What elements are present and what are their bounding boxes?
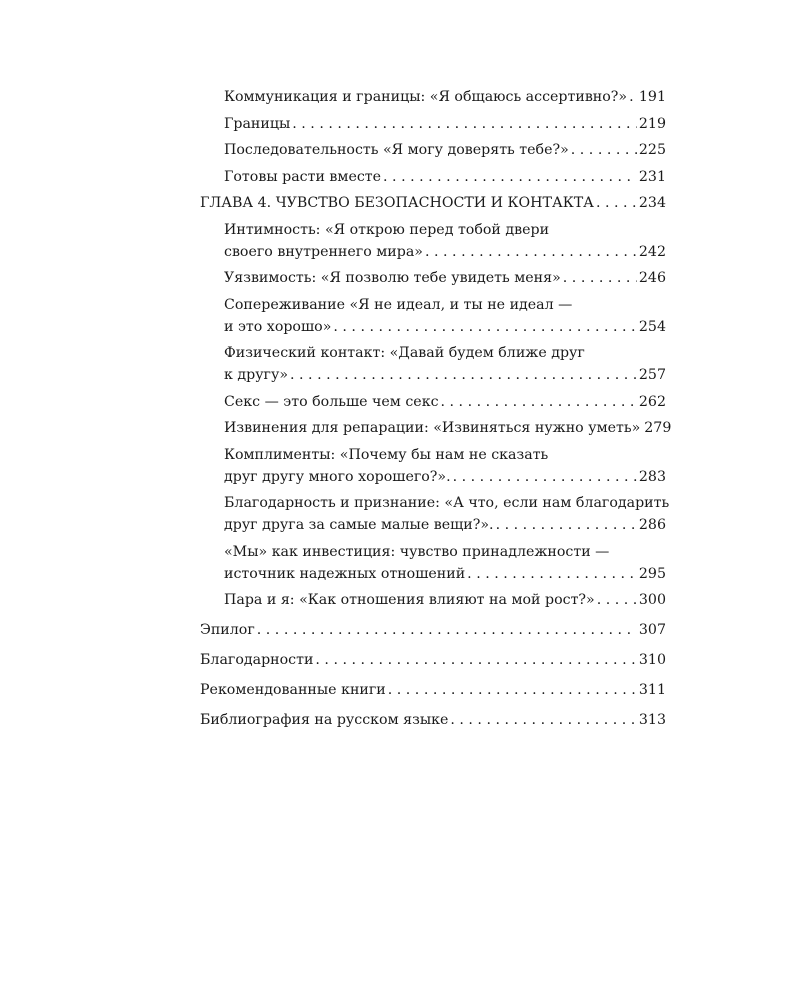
toc-page-number: 231 [638, 168, 666, 185]
toc-entry-title: Эпилог [200, 622, 255, 638]
toc-entry-title: Библиография на русском языке [200, 712, 449, 728]
toc-page-number: 234 [638, 195, 666, 211]
toc-entry[interactable] [200, 589, 666, 611]
toc-entry[interactable] [200, 417, 672, 439]
dot-leader [496, 514, 637, 536]
dot-leader [467, 563, 637, 585]
toc-entry-title-continued: источник надежных отношений [224, 565, 466, 582]
toc-entry[interactable] [200, 267, 666, 289]
dot-leader [333, 316, 637, 338]
toc-entry-title: ГЛАВА 4. ЧУВСТВО БЕЗОПАСНОСТИ И КОНТАКТА [200, 195, 594, 211]
dot-leader [292, 113, 637, 135]
toc-page-number: 310 [638, 652, 666, 668]
dot-leader [290, 364, 637, 386]
toc-page-number: 246 [638, 270, 666, 286]
toc-entry-title: Секс — это больше чем секс [224, 393, 439, 410]
toc-page-number: 295 [638, 565, 666, 582]
dot-leader [257, 619, 637, 641]
dot-leader [597, 589, 637, 611]
toc-entry-title-continued: к другу» [224, 367, 289, 383]
toc-entry[interactable] [200, 113, 666, 135]
toc-chapter-entry[interactable] [200, 192, 666, 214]
toc-entry-title: Физический контакт: «Давай будем ближе друг [224, 345, 585, 361]
dot-leader [571, 139, 637, 161]
toc-back-matter-entry[interactable] [200, 649, 666, 671]
toc-entry-title: Рекомендованные книги [200, 682, 386, 698]
toc-page-number: 254 [638, 318, 666, 335]
dot-leader [453, 466, 637, 488]
dot-leader [450, 709, 637, 731]
toc-page-number: 242 [638, 243, 666, 260]
toc-entry-title: Благодарности [200, 652, 314, 668]
dot-leader [596, 192, 637, 214]
toc-entry-title: Готовы расти вместе [224, 168, 382, 185]
toc-entry[interactable] [200, 294, 666, 338]
toc-page-number: 279 [644, 420, 672, 436]
dot-leader [629, 86, 637, 108]
toc-page-number: 313 [638, 712, 666, 728]
dot-leader [315, 649, 637, 671]
toc-entry-title: Границы [224, 115, 291, 132]
table-of-contents [200, 86, 672, 736]
toc-entry-title: Комплименты: «Почему бы нам не сказать [224, 446, 549, 463]
toc-entry-title: Благодарность и признание: «А что, если нам благодарить [224, 495, 670, 511]
toc-page-number: 257 [638, 367, 666, 383]
toc-entry[interactable] [200, 139, 666, 161]
toc-page-number: 191 [638, 89, 666, 105]
dot-leader [425, 241, 637, 263]
toc-page-number: 225 [638, 142, 666, 158]
toc-entry[interactable] [200, 86, 666, 108]
toc-page-number: 283 [638, 468, 666, 485]
toc-entry[interactable] [200, 166, 666, 188]
toc-entry[interactable] [200, 492, 670, 536]
toc-entry-title: «Мы» как инвестиция: чувство принадлежности — [224, 543, 610, 560]
toc-page-number: 219 [638, 115, 666, 132]
toc-entry-title-continued: и это хорошо» [224, 318, 332, 335]
toc-entry[interactable] [200, 391, 666, 413]
toc-back-matter-entry[interactable] [200, 709, 666, 731]
toc-entry-title: Сопереживание «Я не идеал, и ты не идеал — [224, 296, 573, 313]
toc-entry-title: Интимность: «Я открою перед тобой двери [224, 221, 550, 238]
toc-entry-title: Пара и я: «Как отношения влияют на мой рост?» [224, 592, 595, 608]
toc-entry-title-continued: друг другу много хорошего?». [224, 468, 451, 485]
toc-entry-title: Последовательность «Я могу доверять тебе?» [224, 142, 569, 158]
toc-page-number: 300 [638, 592, 666, 608]
toc-entry-title: Коммуникация и границы: «Я общаюсь ассертивно?» [224, 89, 628, 105]
dot-leader [383, 166, 637, 188]
toc-entry-title-continued: друг друга за самые малые вещи?». [224, 517, 494, 533]
toc-entry-title: Уязвимость: «Я позволю тебе увидеть меня» [224, 270, 561, 286]
toc-entry[interactable] [200, 342, 666, 386]
toc-back-matter-entry[interactable] [200, 679, 666, 701]
toc-entry[interactable] [200, 444, 666, 488]
dot-leader [441, 391, 637, 413]
toc-page-number: 307 [638, 622, 666, 638]
dot-leader [388, 679, 637, 701]
toc-page-number: 311 [638, 682, 666, 698]
toc-back-matter-entry[interactable] [200, 619, 666, 641]
toc-entry-title-continued: своего внутреннего мира» [224, 243, 423, 260]
toc-page-number: 286 [638, 517, 666, 533]
toc-entry-title: Извинения для репарации: «Извиняться нужно уметь» [224, 420, 641, 436]
toc-entry[interactable] [200, 541, 666, 585]
toc-page-number: 262 [638, 393, 666, 410]
toc-entry[interactable] [200, 219, 666, 263]
dot-leader [563, 267, 637, 289]
